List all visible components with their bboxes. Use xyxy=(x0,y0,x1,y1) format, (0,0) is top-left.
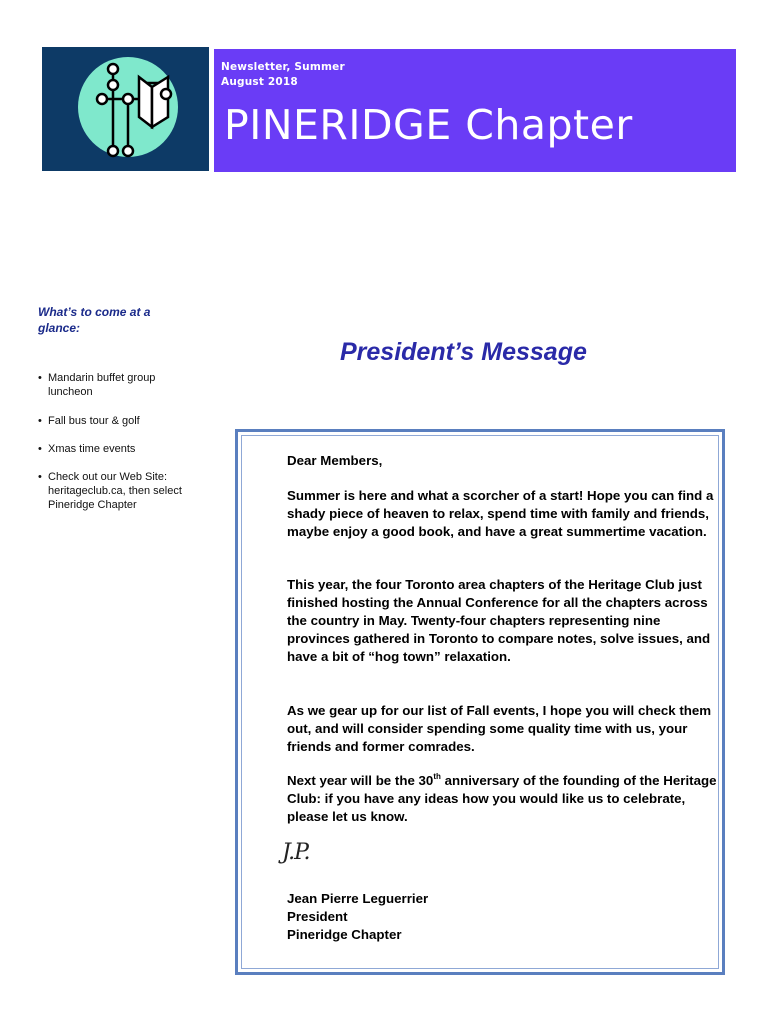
signature-initials: J.P. xyxy=(282,840,310,865)
paragraph: Next year will be the 30th anniversary of the founding of the Heritage Club: if you have any ideas how you would like us to celebrate, please let us know. xyxy=(287,772,717,824)
list-item: • Fall bus tour & golf xyxy=(38,415,140,427)
chapter-logo xyxy=(42,47,209,171)
signer-name: Jean Pierre Leguerrier xyxy=(287,891,429,906)
sidebar-heading: What’s to come at a glance: xyxy=(38,305,151,335)
list-item: • Mandarin buffet group luncheon xyxy=(38,372,156,398)
list-item: • Check out our Web Site: heritageclub.ca, then select Pineridge Chapter xyxy=(38,471,182,511)
page-title: PINERIDGE Chapter xyxy=(224,101,633,149)
heritage-circuit-book-icon xyxy=(42,47,209,171)
signer-chapter: Pineridge Chapter xyxy=(287,927,402,942)
issue-date: August 2018 xyxy=(221,76,298,88)
list-item: • Xmas time events xyxy=(38,443,136,455)
issue-line: Newsletter, Summer xyxy=(221,61,345,73)
signer-title: President xyxy=(287,909,348,924)
paragraph: Summer is here and what a scorcher of a start! Hope you can find a shady piece of heaven to relax, spend time with family and friends, maybe enjoy a good book, and have a great summertime vacation. xyxy=(287,488,714,539)
paragraph: This year, the four Toronto area chapters of the Heritage Club just finished hosting the Annual Conference for all the chapters across the country in May. Twenty-four chapters representing nine provinces gathered in Toronto to compare notes, solve issues, and have a bit of “hog town” relaxation. xyxy=(287,577,711,664)
bullet-icon: • xyxy=(38,372,42,384)
bullet-icon: • xyxy=(38,415,42,427)
bullet-icon: • xyxy=(38,443,42,455)
salutation: Dear Members, xyxy=(287,453,383,468)
section-title: President’s Message xyxy=(340,338,587,366)
newsletter-banner xyxy=(214,49,736,172)
bullet-icon: • xyxy=(38,471,42,483)
paragraph: As we gear up for our list of Fall events, I hope you will check them out, and will consider spending some quality time with us, your friends and former comrades. xyxy=(287,703,712,754)
signature-block xyxy=(287,890,428,944)
